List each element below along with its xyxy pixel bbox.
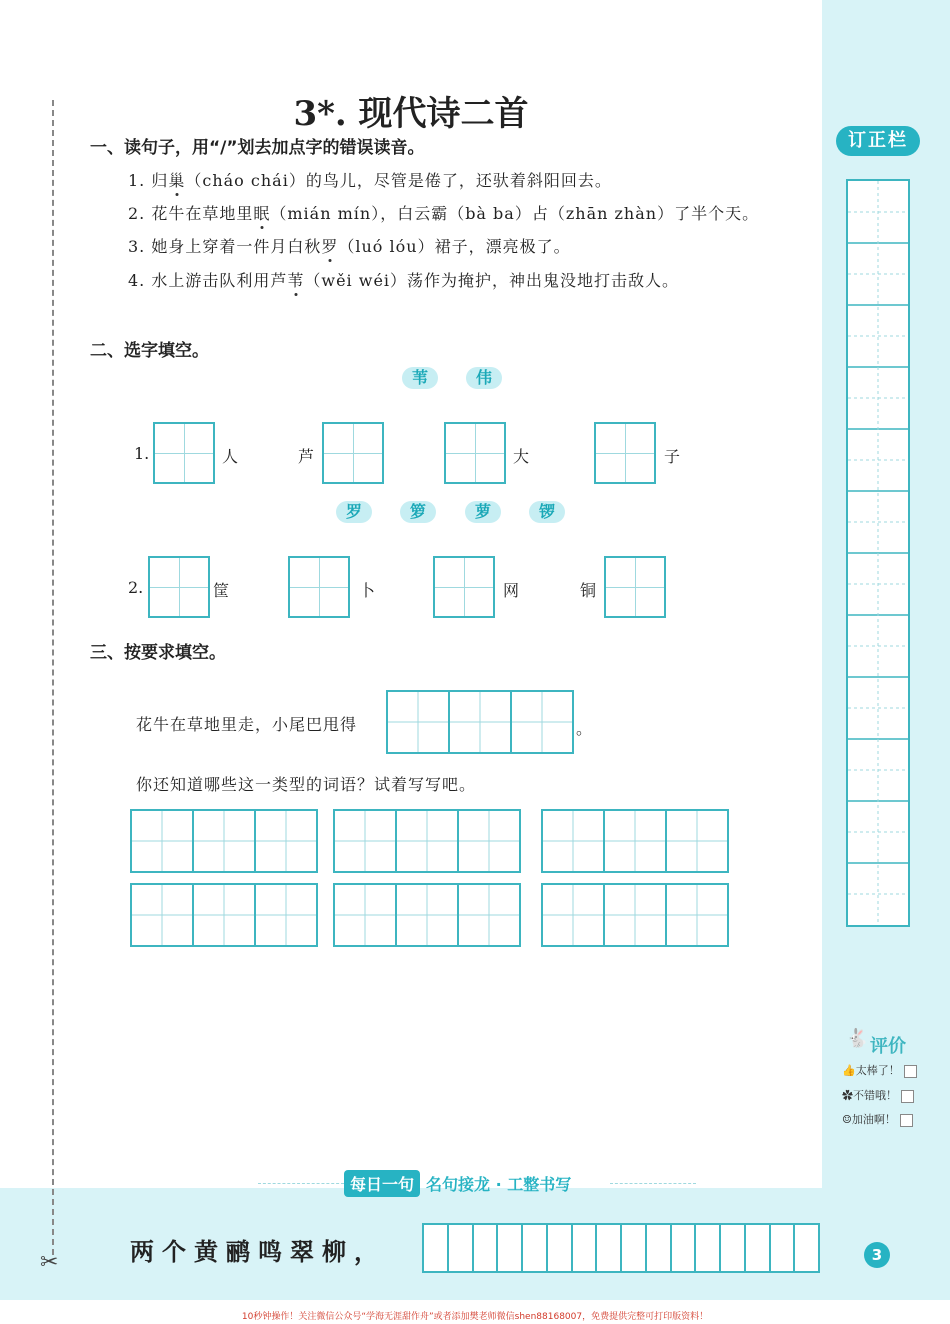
- answer-grid[interactable]: [130, 809, 318, 873]
- choice-pill: 萝: [465, 501, 501, 523]
- s1-line-1: 1. 归巢（cháo chái）的鸟儿，尽管是倦了，还驮着斜阳回去。: [128, 171, 612, 190]
- thumb-icon: 👍: [842, 1064, 856, 1077]
- page-number: 3: [864, 1242, 890, 1268]
- answer-grid[interactable]: [541, 883, 729, 947]
- writing-box[interactable]: [433, 556, 495, 618]
- flower-icon: ✿: [842, 1089, 853, 1102]
- smile-icon: ☺: [842, 1113, 852, 1126]
- daily-sentence-header: [344, 1170, 571, 1196]
- eval-checkbox[interactable]: [901, 1090, 914, 1103]
- word-label: 筐: [213, 581, 230, 600]
- correction-grid[interactable]: [846, 179, 910, 927]
- cut-line: [52, 100, 54, 1255]
- divider: [258, 1183, 344, 1184]
- fill-sentence: 花牛在草地里走，小尾巴甩得: [136, 715, 358, 734]
- correction-title: 订正栏: [836, 126, 920, 156]
- choice-pill: 罗: [336, 501, 372, 523]
- eval-checkbox[interactable]: [900, 1114, 913, 1127]
- writing-box[interactable]: [444, 422, 506, 484]
- word-label: 人: [222, 447, 239, 466]
- writing-box[interactable]: [288, 556, 350, 618]
- section-1-heading: 一、读句子，用“/”划去加点字的错误读音。: [90, 138, 425, 158]
- choice-pill: 锣: [529, 501, 565, 523]
- scissors-icon: ✂: [40, 1250, 59, 1275]
- eval-checkbox[interactable]: [904, 1065, 917, 1078]
- eval-item-great: 👍太棒了！: [842, 1062, 917, 1078]
- choice-pill: 伟: [466, 367, 502, 389]
- word-label: 网: [503, 581, 520, 600]
- footer-note: 10秒钟操作！关注微信公众号“学海无涯甜作舟”或者添加樊老师微信shen88168007，免费提供完整可打印版资料！: [241, 1312, 709, 1322]
- word-label: 大: [513, 447, 530, 466]
- section-2-heading: 二、选字填空。: [90, 341, 209, 361]
- word-label: 子: [664, 447, 681, 466]
- eval-title: 评价: [870, 1036, 906, 1057]
- answer-grid[interactable]: [333, 883, 521, 947]
- s1-line-4: 4. 水上游击队利用芦苇（wěi wéi）荡作为掩护，神出鬼没地打击敌人。: [128, 271, 680, 290]
- sentence-period: 。: [576, 719, 593, 738]
- row-number: 2.: [128, 578, 144, 597]
- page-title: 3*. 现代诗二首: [293, 94, 529, 134]
- row-number: 1.: [134, 444, 150, 463]
- s1-line-3: 3. 她身上穿着一件月白秋罗（luó lóu）裙子，漂亮极了。: [128, 237, 571, 256]
- eval-item-good: ✿不错哦！: [842, 1087, 914, 1103]
- section-3-heading: 三、按要求填空。: [90, 643, 226, 663]
- answer-grid[interactable]: [386, 690, 574, 754]
- writing-box[interactable]: [153, 422, 215, 484]
- answer-grid[interactable]: [333, 809, 521, 873]
- poem-line: 两个黄鹂鸣翠柳，: [130, 1237, 386, 1266]
- writing-box[interactable]: [148, 556, 210, 618]
- divider: [610, 1183, 696, 1184]
- bunny-icon: 🐇: [846, 1028, 869, 1049]
- choice-pill: 苇: [402, 367, 438, 389]
- daily-tag: 每日一句: [344, 1170, 420, 1197]
- daily-subtitle: 名句接龙 · 工整书写: [426, 1174, 572, 1194]
- question-text: 你还知道哪些这一类型的词语？试着写写吧。: [136, 775, 477, 794]
- eval-item-keep-going: ☺加油啊！: [842, 1111, 913, 1127]
- correction-grid-lines: [848, 181, 908, 925]
- answer-grid[interactable]: [541, 809, 729, 873]
- writing-box[interactable]: [322, 422, 384, 484]
- s1-line-2: 2. 花牛在草地里眠（mián mín），白云霸（bà ba）占（zhān zhàn）了半个天。: [128, 204, 760, 223]
- word-label: 铜: [580, 581, 597, 600]
- writing-box[interactable]: [594, 422, 656, 484]
- word-label: 卜: [359, 581, 376, 600]
- choice-pill: 箩: [400, 501, 436, 523]
- poem-writing-grid[interactable]: [422, 1223, 820, 1273]
- writing-box[interactable]: [604, 556, 666, 618]
- word-label: 芦: [298, 447, 315, 466]
- answer-grid[interactable]: [130, 883, 318, 947]
